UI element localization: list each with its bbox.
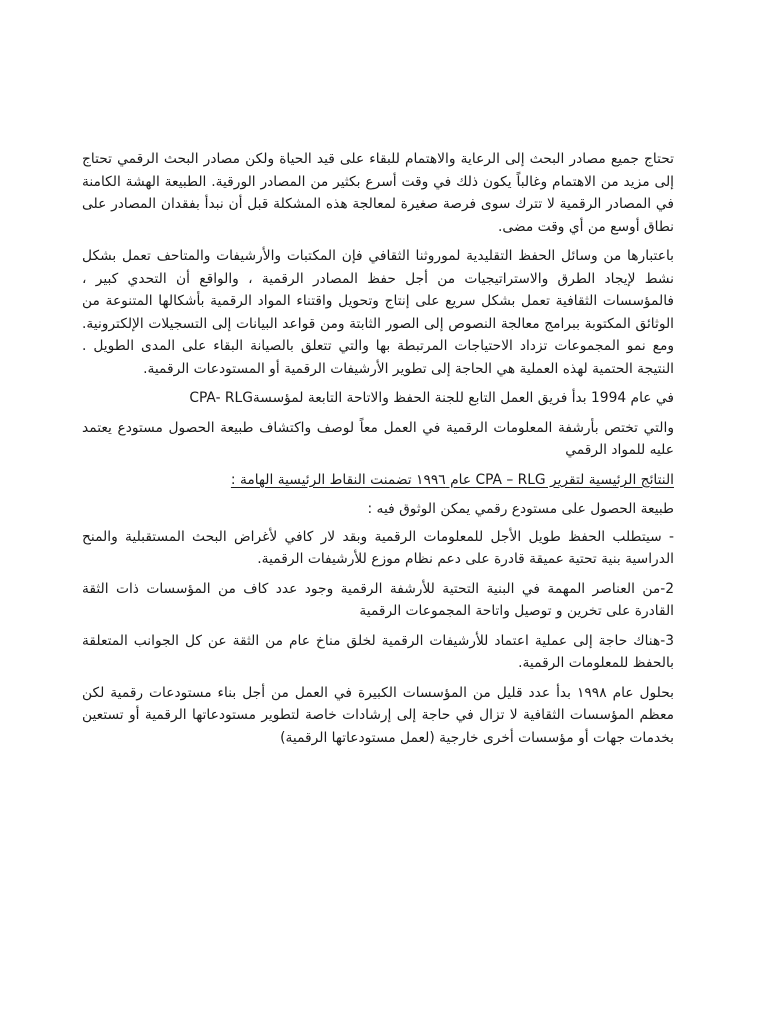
paragraph-intro: تحتاج جميع مصادر البحث إلى الرعاية والاهتمام للبقاء على قيد الحياة ولكن مصادر البحث الرقمي تحتاج إلى مزيد من الاهتمام وغالباً يكون ذلك في وقت أسرع بكثير من المصادر الورقية. الطبيعة الهشة الكامنة في المصادر الرقمية لا تترك سوى فرصة صغيرة لمعالجة هذه المشكلة قبل أن نبدأ بفقدان المصادر على نطاق أوسع من أي وقت مضى. (82, 151, 674, 235)
paragraph-archiving: والتي تختص بأرشفة المعلومات الرقمية في العمل معاً لوصف واكتشاف طبيعة الحصول مستودع يعتمد عليه للمواد الرقمي (82, 419, 674, 458)
list-item-1: - سيتطلب الحفظ طويل الأجل للمعلومات الرقمية وبقد لار كافي لأغراض البحث المستقبلية والمنح الدراسية بنية تحتية عميقة قادرة على دعم نظام موزع للأرشيفات الرقمية. (82, 528, 674, 567)
list-item-3: 3-هناك حاجة إلى عملية اعتماد للأرشيفات الرقمية لخلق مناخ عام من الثقة عن كل الجوانب المتعلقة بالحفظ للمعلومات الرقمية. (82, 632, 674, 671)
document-body (82, 148, 674, 756)
list-item-2: 2-من العناصر المهمة في البنية التحتية للأرشفة الرقمية وجود عدد كاف من المؤسسات ذات الثقة القادرة على تخرين و توصيل واتاحة المجموعات الرقمية (82, 580, 674, 619)
section-heading-report-findings: النتائج الرئيسية لتقرير CPA – RLG عام ١٩٩٦ تضمنت النقاط الرئيسية الهامة : (230, 471, 674, 488)
paragraph-1998: بحلول عام ١٩٩٨ بدأ عدد قليل من المؤسسات الكبيرة في العمل من أجل بناء مستودعات رقمية لكن معظم المؤسسات الثقافية لا تزال في حاجة إلى إرشادات خاصة لتطوير مستودعاتها الرقمية أو تستعين بخدمات جهات أو مؤسسات أخرى خارجية (لعمل مستودعاتها الرقمية) (82, 684, 674, 746)
paragraph-trusted-repository: طبيعة الحصول على مستودع رقمي يمكن الوثوق فيه : (367, 501, 674, 517)
paragraph-1994: في عام 1994 بدأ فريق العمل التابع للجنة الحفظ والاتاحة التابعة لمؤسسةCPA- RLG (189, 390, 674, 406)
paragraph-preservation: باعتبارها من وسائل الحفظ التقليدية لموروثنا الثقافي فإن المكتبات والأرشيفات والمتاحف تعمل بشكل نشط لإيجاد الطرق والاستراتيجيات من أجل حفظ المصادر الرقمية ، والواقع أن التحدي كبير ، فالمؤسسات الثقافية تعمل بشكل سريع على إنتاج وتحويل واقتناء المواد الرقمية بأشكالها المتنوعة من الوثائق المكتوبة ببرامج معالجة النصوص إلى الصور الثابتة ومن قواعد البيانات إلى التسجيلات الإلكترونية. ومع نمو المجموعات تزداد الاحتياجات المرتبطة بها والتي تتعلق بالصيانة البقاء على المدى الطويل . النتيجة الحتمية لهذه العملية هي الحاجة إلى تطوير الأرشيفات الرقمية أو المستودعات الرقمية. (82, 248, 674, 377)
